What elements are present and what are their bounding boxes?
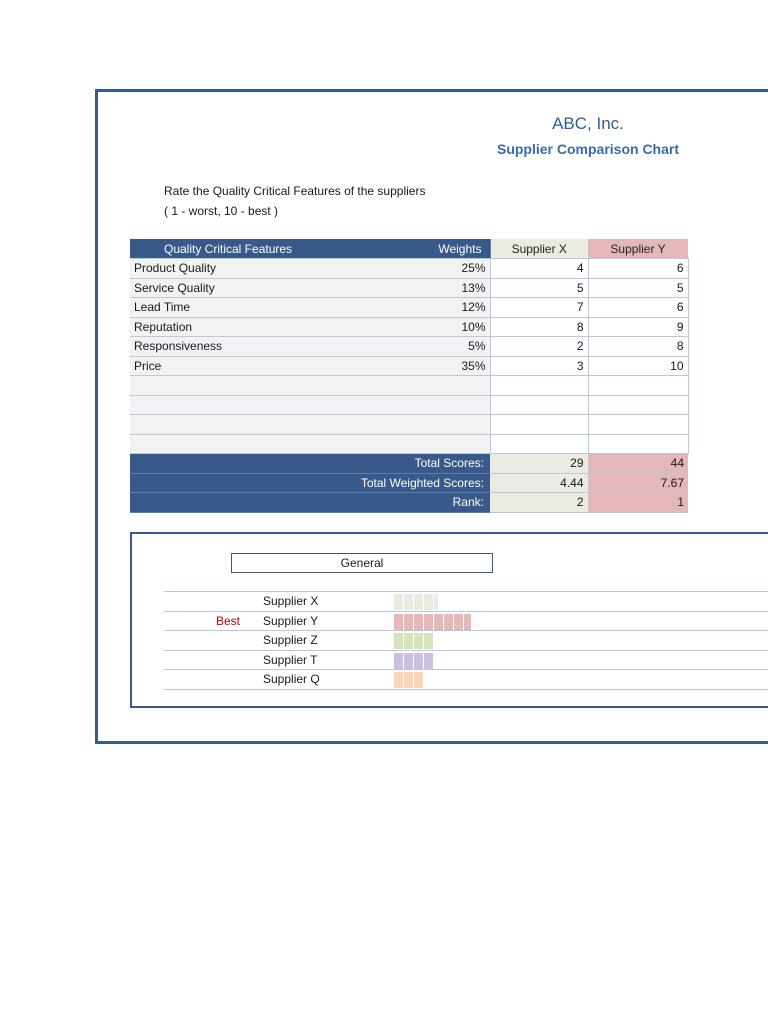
supplier-y-score-empty[interactable] [588, 395, 688, 415]
chart-bottom-rule [164, 689, 768, 690]
feature-name: Service Quality [130, 278, 380, 298]
empty-row [130, 395, 688, 415]
supplier-label: Supplier T [263, 652, 318, 667]
feature-name-empty[interactable] [130, 415, 380, 435]
supplier-label: Supplier Q [263, 672, 320, 686]
supplier-x-score[interactable]: 2 [490, 337, 588, 357]
feature-weight-empty[interactable] [380, 415, 490, 435]
supplier-x-score[interactable]: 5 [490, 278, 588, 298]
chart-row [164, 669, 768, 690]
supplier-x-total: 2 [490, 493, 588, 513]
supplier-x-score[interactable]: 7 [490, 298, 588, 318]
supplier-x-score-empty[interactable] [490, 415, 588, 435]
supplier-y-total: 1 [588, 493, 688, 513]
total-label: Total Weighted Scores: [130, 473, 490, 493]
total-row [130, 493, 688, 513]
feature-weight[interactable]: 12% [380, 298, 490, 318]
feature-name: Price [130, 356, 380, 376]
supplier-label: Supplier Z [263, 633, 318, 647]
supplier-bar [394, 633, 434, 649]
header-weights: Weights [380, 239, 490, 259]
feature-weight[interactable]: 10% [380, 317, 490, 337]
supplier-x-score-empty[interactable] [490, 376, 588, 396]
chart-row [164, 591, 768, 612]
table-header-row [130, 239, 688, 259]
total-label: Total Scores: [130, 454, 490, 474]
supplier-x-score[interactable]: 3 [490, 356, 588, 376]
supplier-y-score[interactable]: 6 [588, 259, 688, 279]
feature-name-empty[interactable] [130, 434, 380, 454]
supplier-x-score[interactable]: 4 [490, 259, 588, 279]
supplier-label: Supplier Y [263, 613, 319, 628]
supplier-x-score-empty[interactable] [490, 434, 588, 454]
feature-weight[interactable]: 5% [380, 337, 490, 357]
supplier-y-score[interactable]: 9 [588, 317, 688, 337]
table-row [130, 337, 688, 357]
company-title: ABC, Inc. [552, 114, 624, 133]
empty-row [130, 415, 688, 435]
chart-panel [130, 532, 768, 708]
supplier-y-score-empty[interactable] [588, 434, 688, 454]
supplier-x-score-empty[interactable] [490, 395, 588, 415]
supplier-bar [394, 653, 434, 669]
feature-name: Reputation [130, 317, 380, 337]
supplier-bar [394, 672, 424, 688]
feature-name-empty[interactable] [130, 376, 380, 396]
total-rows [130, 454, 688, 513]
total-row [130, 454, 688, 474]
feature-name: Lead Time [130, 298, 380, 318]
instruction-line-1: Rate the Quality Critical Features of the suppliers [164, 184, 426, 198]
chart-row [164, 611, 768, 632]
feature-name: Responsiveness [130, 337, 380, 357]
chart-title: General [231, 553, 493, 573]
table-row [130, 259, 688, 279]
feature-weight[interactable]: 35% [380, 356, 490, 376]
empty-row [130, 434, 688, 454]
supplier-y-score-empty[interactable] [588, 376, 688, 396]
feature-name-empty[interactable] [130, 395, 380, 415]
table-row [130, 278, 688, 298]
supplier-y-total: 44 [588, 454, 688, 474]
table-row [130, 317, 688, 337]
table-row [130, 356, 688, 376]
feature-name: Product Quality [130, 259, 380, 279]
header-features: Quality Critical Features [130, 239, 380, 259]
header-supplier-x: Supplier X [490, 239, 588, 259]
feature-weight-empty[interactable] [380, 376, 490, 396]
feature-weight[interactable]: 25% [380, 259, 490, 279]
chart-subtitle: Supplier Comparison Chart [496, 141, 680, 157]
supplier-y-score[interactable]: 5 [588, 278, 688, 298]
feature-weight-empty[interactable] [380, 434, 490, 454]
supplier-bar [394, 594, 438, 610]
feature-rows [130, 259, 688, 454]
spreadsheet-sheet [95, 89, 768, 744]
supplier-x-score[interactable]: 8 [490, 317, 588, 337]
table-row [130, 298, 688, 318]
supplier-y-score[interactable]: 6 [588, 298, 688, 318]
feature-weight[interactable]: 13% [380, 278, 490, 298]
feature-weight-empty[interactable] [380, 395, 490, 415]
supplier-y-score[interactable]: 10 [588, 356, 688, 376]
supplier-y-score[interactable]: 8 [588, 337, 688, 357]
supplier-x-total: 29 [490, 454, 588, 474]
total-row [130, 473, 688, 493]
supplier-label: Supplier X [263, 594, 319, 608]
empty-row [130, 376, 688, 396]
supplier-bar [394, 614, 471, 630]
chart-row [164, 630, 768, 651]
supplier-y-score-empty[interactable] [588, 415, 688, 435]
supplier-x-total: 4.44 [490, 473, 588, 493]
comparison-table [130, 239, 689, 513]
header-supplier-y: Supplier Y [588, 239, 688, 259]
instruction-line-2: ( 1 - worst, 10 - best ) [164, 204, 279, 218]
best-label: Best [216, 613, 241, 628]
total-label: Rank: [130, 493, 490, 513]
chart-row [164, 650, 768, 671]
supplier-y-total: 7.67 [588, 473, 688, 493]
